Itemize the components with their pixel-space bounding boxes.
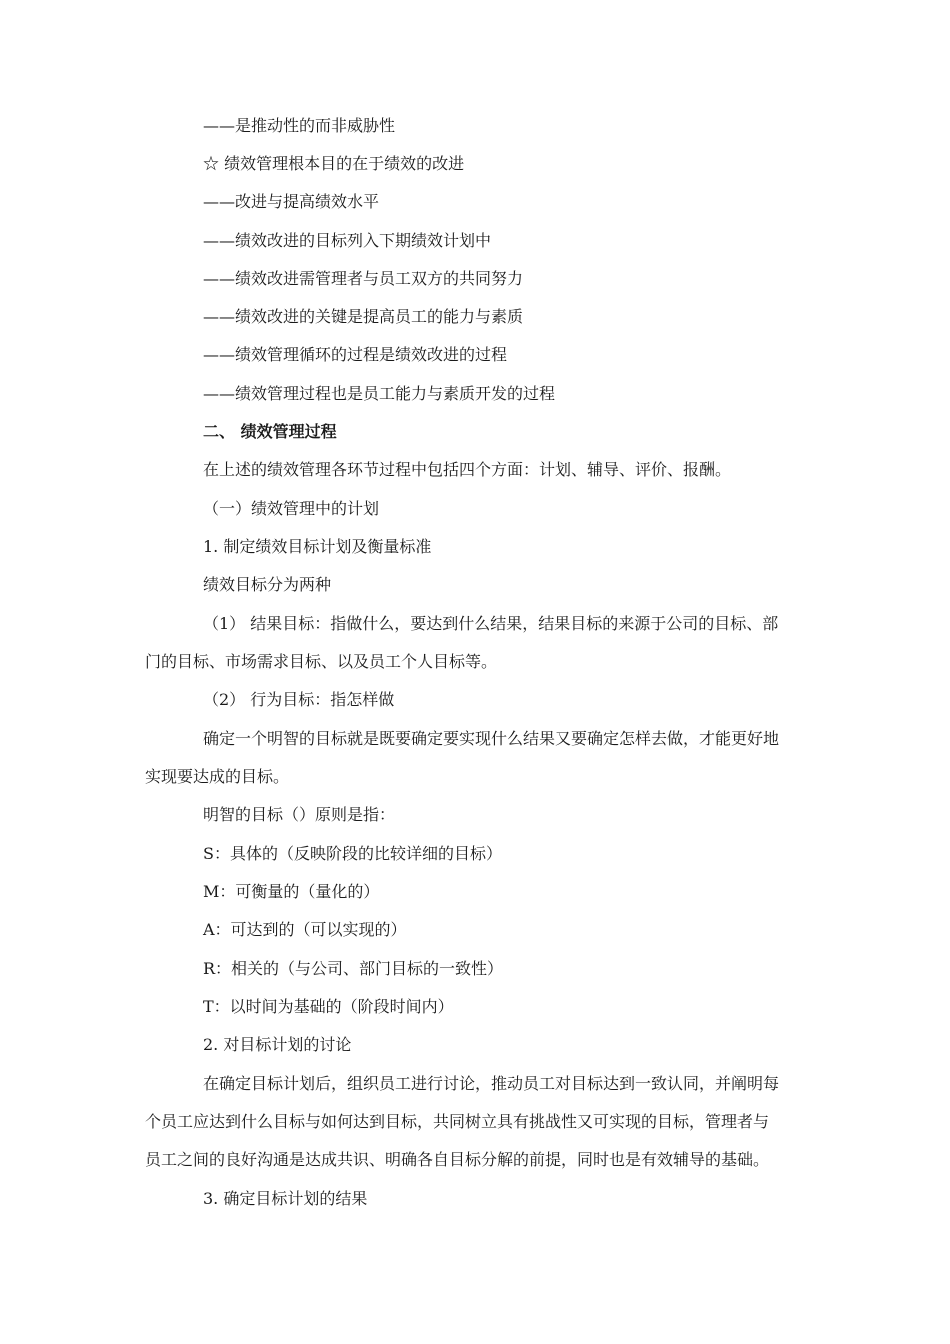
text-line: ——绩效改进的关键是提高员工的能力与素质 <box>203 307 524 326</box>
text-line: 在上述的绩效管理各环节过程中包括四个方面：计划、辅导、评价、报酬。 <box>203 460 732 479</box>
text-line: T：以时间为基础的（阶段时间内） <box>203 997 454 1016</box>
text-line: 员工之间的良好沟通是达成共识、明确各自目标分解的前提，同时也是有效辅导的基础。 <box>145 1150 770 1169</box>
text-line: R：相关的（与公司、部门目标的一致性） <box>203 959 504 978</box>
subsection-heading: （一）绩效管理中的计划 <box>203 499 380 518</box>
text-line: ——绩效改进需管理者与员工双方的共同努力 <box>203 269 524 288</box>
text-line: 绩效目标分为两种 <box>203 575 332 594</box>
text-line: （1） 结果目标：指做什么，要达到什么结果，结果目标的来源于公司的目标、部 <box>203 614 779 633</box>
text-line: （2） 行为目标：指怎样做 <box>203 690 395 709</box>
text-line: M：可衡量的（量化的） <box>203 882 380 901</box>
text-line: 明智的目标（）原则是指： <box>203 805 396 824</box>
text-line: 确定一个明智的目标就是既要确定要实现什么结果又要确定怎样去做，才能更好地 <box>203 729 780 748</box>
text-line: ——改进与提高绩效水平 <box>203 192 380 211</box>
text-line: 个员工应达到什么目标与如何达到目标，共同树立具有挑战性又可实现的目标，管理者与 <box>145 1112 770 1131</box>
text-line: 1. 制定绩效目标计划及衡量标准 <box>203 537 432 556</box>
text-line: 门的目标、市场需求目标、以及员工个人目标等。 <box>145 652 498 671</box>
text-line: ——绩效改进的目标列入下期绩效计划中 <box>203 231 492 250</box>
text-line: 3. 确定目标计划的结果 <box>203 1189 368 1208</box>
text-line: ——绩效管理过程也是员工能力与素质开发的过程 <box>203 384 556 403</box>
text-line: ——绩效管理循环的过程是绩效改进的过程 <box>203 345 508 364</box>
text-line: A：可达到的（可以实现的） <box>203 920 407 939</box>
text-line: ☆ 绩效管理根本目的在于绩效的改进 <box>203 154 465 173</box>
text-line: 2. 对目标计划的讨论 <box>203 1035 352 1054</box>
section-heading: 二、 绩效管理过程 <box>203 422 337 441</box>
text-line: S：具体的（反映阶段的比较详细的目标） <box>203 844 502 863</box>
text-line: 在确定目标计划后，组织员工进行讨论，推动员工对目标达到一致认同，并阐明每 <box>203 1074 780 1093</box>
text-line: 实现要达成的目标。 <box>145 767 290 786</box>
text-line: ——是推动性的而非威胁性 <box>203 116 396 135</box>
